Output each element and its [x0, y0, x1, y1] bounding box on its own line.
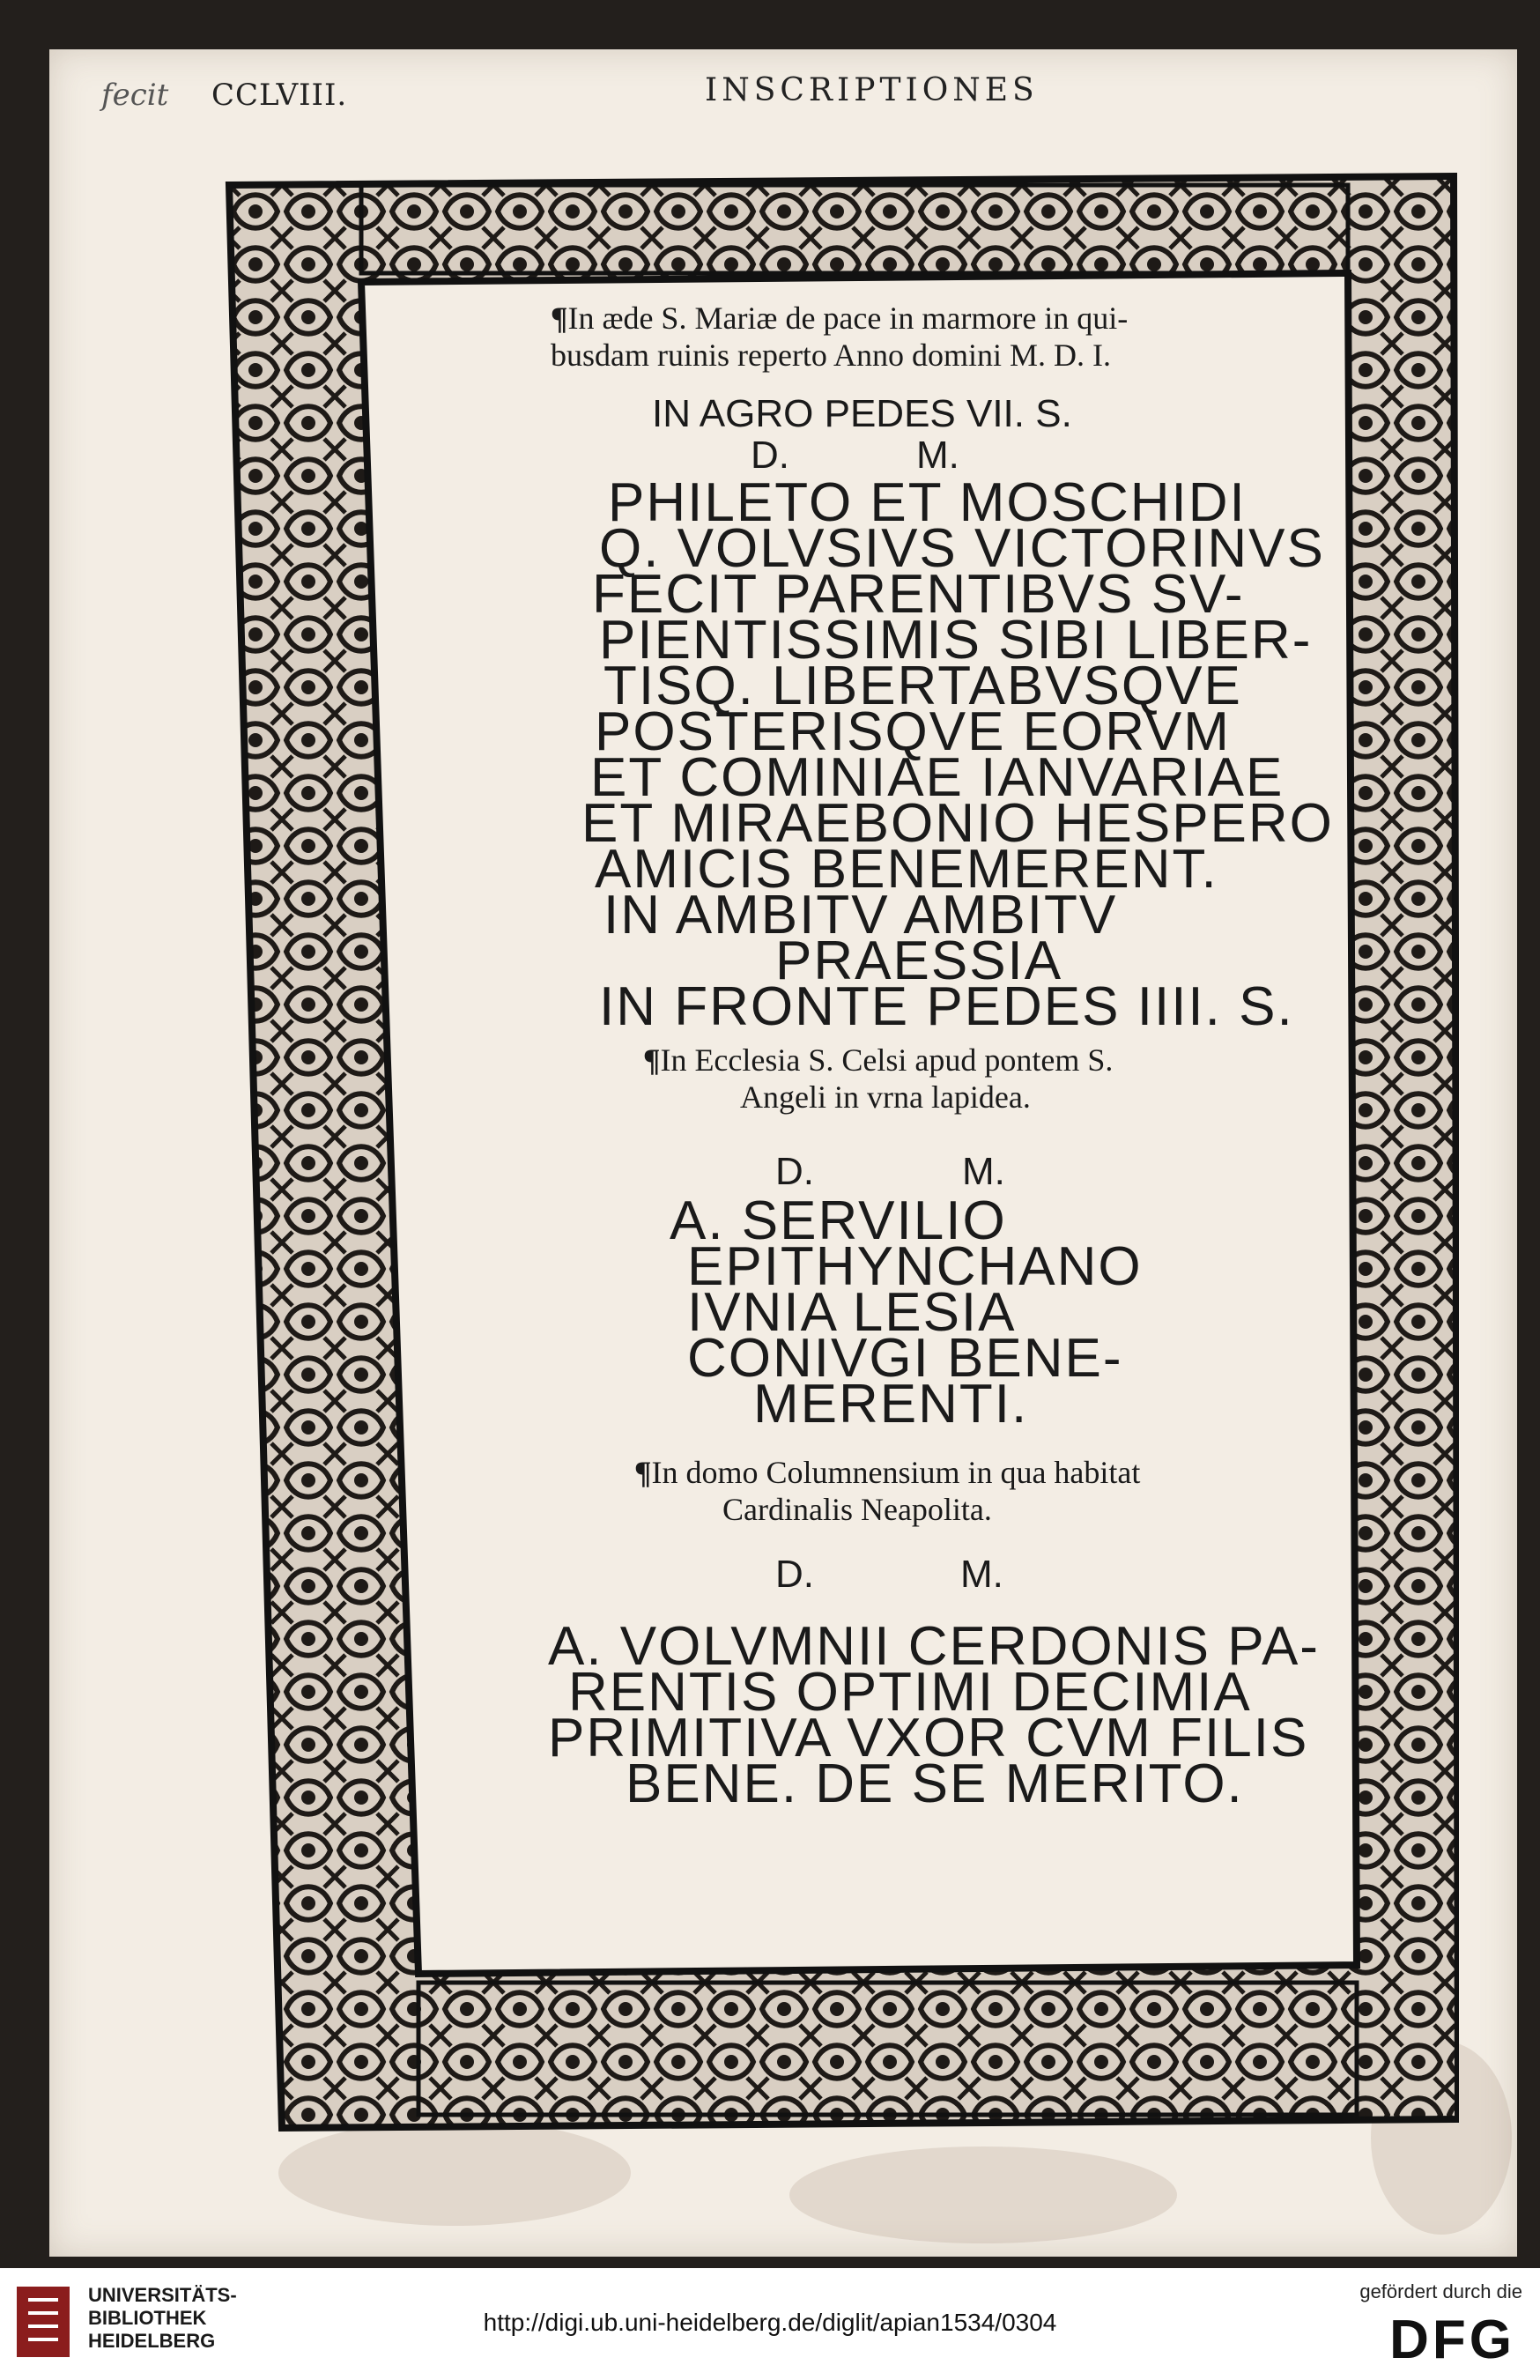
dm-m: M.	[960, 1553, 1003, 1596]
inscription-line: EPITHYNCHANO	[687, 1236, 1143, 1297]
dm-m: M.	[962, 1150, 1005, 1193]
inscription-line: FECIT PARENTIBVS SV-	[592, 564, 1245, 625]
inscription-note: ¶In Ecclesia S. Celsi apud pontem S. Angeli in vrna lapidea.	[643, 1042, 1114, 1115]
inscription-line: IVNIA LESIA	[687, 1282, 1017, 1343]
inscription-line: POSTERISQVE EORVM	[595, 701, 1231, 762]
dm-m: M.	[916, 434, 959, 477]
inscription-line: A. VOLVMNII CERDONIS PA-	[548, 1616, 1320, 1677]
inscription-line: PRIMITIVA VXOR CVM FILIS	[548, 1708, 1309, 1768]
inscription-line: ET MIRAEBONIO HESPERO	[581, 793, 1334, 854]
running-head: INSCRIPTIONES	[705, 72, 1039, 108]
viewer-footer	[0, 2268, 1540, 2380]
permalink-url[interactable]: http://digi.ub.uni-heidelberg.de/diglit/apian1534/0304	[483, 2309, 1057, 2336]
water-stain	[789, 2146, 1177, 2243]
dm-d: D.	[751, 434, 789, 477]
inscription-line: PIENTISSIMIS SIBI LIBER-	[599, 610, 1313, 671]
inscription-line: IN AMBITV AMBITV	[603, 885, 1118, 945]
inscription-line: CONIVGI BENE-	[687, 1328, 1123, 1389]
inscription-line: TISQ. LIBERTABVSQVE	[603, 656, 1242, 716]
inscription-note: ¶In æde S. Mariæ de pace in marmore in qui- busdam ruinis reperto Anno domini M. D. I.	[551, 300, 1129, 373]
inscription-line: Q. VOLVSIVS VICTORINVS	[599, 518, 1325, 579]
margin-handwriting: fecit	[101, 78, 169, 113]
inscription-line: PHILETO ET MOSCHIDI	[608, 472, 1247, 533]
inscription-line: ET COMINIAE IANVARIAE	[590, 747, 1285, 808]
folio-number: CCLVIII.	[211, 78, 348, 113]
funding-note: gefördert durch die	[1359, 2280, 1522, 2302]
inscription-line: IN FRONTE PEDES IIII. S.	[599, 976, 1294, 1037]
library-name: UNIVERSITÄTS- BIBLIOTHEK HEIDELBERG	[88, 2284, 237, 2352]
inscription-line: A. SERVILIO	[670, 1190, 1007, 1251]
location-line: IN AGRO PEDES VII. S.	[652, 392, 1072, 435]
inscription-note: ¶In domo Columnensium in qua habitat Cardinalis Neapolita.	[634, 1455, 1141, 1527]
inscription-line: PRAESSIA	[775, 930, 1063, 991]
inscription-line: BENE. DE SE MERITO.	[626, 1753, 1244, 1814]
inscription-line: AMICIS BENEMERENT.	[595, 839, 1218, 900]
inscription-line: MERENTI.	[753, 1374, 1029, 1435]
dm-d: D.	[775, 1150, 814, 1193]
dfg-logo: DFG	[1389, 2310, 1515, 2370]
water-stain	[278, 2120, 631, 2226]
dm-d: D.	[775, 1553, 814, 1596]
inscription-line: RENTIS OPTIMI DECIMIA	[568, 1662, 1252, 1723]
